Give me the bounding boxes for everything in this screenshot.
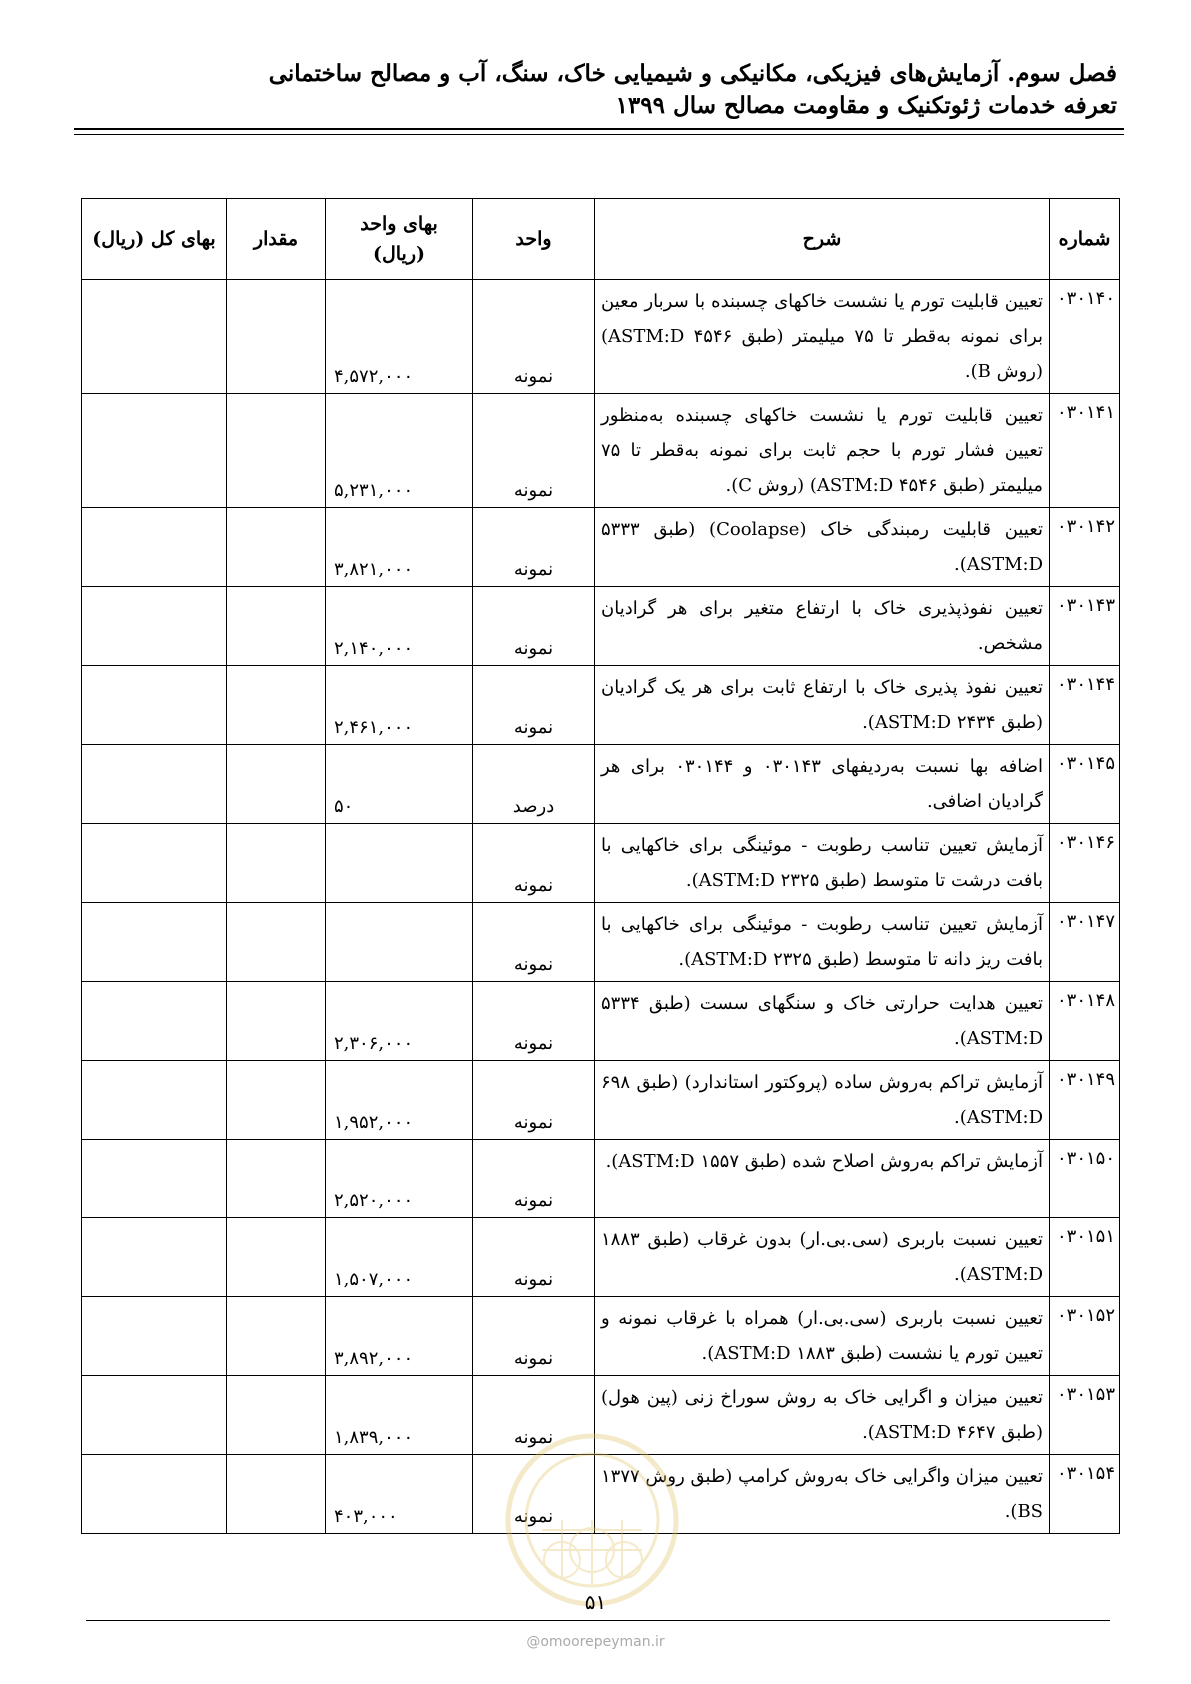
row-description: تعیین قابلیت تورم یا نشست خاکهای چسبنده به‌منظور تعیین فشار تورم با حجم ثابت برای نمونه به‌قطر تا ۷۵ میلیمتر (طبق ASTM:D ۴۵۴۶) (روش C). xyxy=(595,394,1050,508)
page-number: ۵۱ xyxy=(584,1590,607,1614)
header-unit: واحد xyxy=(473,199,595,280)
header-rule-thin xyxy=(74,134,1124,135)
row-unit: نمونه xyxy=(473,508,595,587)
row-total xyxy=(82,1218,227,1297)
row-total xyxy=(82,508,227,587)
row-number: ۰۳۰۱۵۲ xyxy=(1050,1297,1120,1376)
row-unit-price: ۲,۵۲۰,۰۰۰ xyxy=(326,1140,473,1218)
row-unit-price: ۱,۸۳۹,۰۰۰ xyxy=(326,1376,473,1455)
row-quantity xyxy=(227,280,326,394)
row-total xyxy=(82,1061,227,1140)
table-row xyxy=(82,280,1120,394)
row-description: تعیین نسبت باربری (سی.بی.ار) بدون غرقاب (طبق ۱۸۸۳ ASTM:D). xyxy=(595,1218,1050,1297)
row-number: ۰۳۰۱۴۸ xyxy=(1050,982,1120,1061)
row-description: تعیین قابلیت تورم یا نشست خاکهای چسبنده با سربار معین برای نمونه به‌قطر تا ۷۵ میلیمتر (طبق ASTM:D ۴۵۴۶) (روش B). xyxy=(595,280,1050,394)
header-number: شماره xyxy=(1050,199,1120,280)
row-unit-price xyxy=(326,903,473,982)
row-total xyxy=(82,1140,227,1218)
row-unit: نمونه xyxy=(473,982,595,1061)
row-description: تعیین میزان و اگرایی خاک به روش سوراخ زنی (پین هول) (طبق ASTM:D ۴۶۴۷). xyxy=(595,1376,1050,1455)
row-total xyxy=(82,394,227,508)
row-total xyxy=(82,903,227,982)
row-quantity xyxy=(227,666,326,745)
row-description: تعیین میزان واگرایی خاک به‌روش کرامپ (طبق روش ۱۳۷۷ BS). xyxy=(595,1455,1050,1534)
row-unit-price: ۱,۵۰۷,۰۰۰ xyxy=(326,1218,473,1297)
row-unit-price: ۲,۳۰۶,۰۰۰ xyxy=(326,982,473,1061)
table-row xyxy=(82,508,1120,587)
row-total xyxy=(82,1297,227,1376)
table-row xyxy=(82,394,1120,508)
row-quantity xyxy=(227,1218,326,1297)
row-description: آزمایش تراکم به‌روش ساده (پروکتور استاندارد) (طبق ۶۹۸ ASTM:D). xyxy=(595,1061,1050,1140)
row-number: ۰۳۰۱۵۳ xyxy=(1050,1376,1120,1455)
row-total xyxy=(82,587,227,666)
row-total xyxy=(82,1376,227,1455)
table-row xyxy=(82,1218,1120,1297)
table-row xyxy=(82,903,1120,982)
header-description: شرح xyxy=(595,199,1050,280)
row-unit-price: ۳,۸۲۱,۰۰۰ xyxy=(326,508,473,587)
row-quantity xyxy=(227,1061,326,1140)
row-description: آزمایش تراکم به‌روش اصلاح شده (طبق ۱۵۵۷ ASTM:D). xyxy=(595,1140,1050,1218)
table-row xyxy=(82,745,1120,824)
table-row xyxy=(82,824,1120,903)
footer-rule xyxy=(86,1620,1110,1621)
price-table xyxy=(81,198,1120,1534)
table-row xyxy=(82,982,1120,1061)
row-unit: نمونه xyxy=(473,666,595,745)
row-description: تعیین نسبت باربری (سی.بی.ار) همراه با غرقاب نمونه و تعیین تورم یا نشست (طبق ASTM:D ۱۸۸۳). xyxy=(595,1297,1050,1376)
header-unit-price-line2: (ریال) xyxy=(372,243,426,265)
row-description: تعیین هدایت حرارتی خاک و سنگهای سست (طبق ۵۳۳۴ ASTM:D). xyxy=(595,982,1050,1061)
row-description: تعیین نفوذ پذیری خاک با ارتفاع ثابت برای هر یک گرادیان (طبق ASTM:D ۲۴۳۴). xyxy=(595,666,1050,745)
row-total xyxy=(82,666,227,745)
row-description: تعیین نفوذپذیری خاک با ارتفاع متغیر برای هر گرادیان مشخص. xyxy=(595,587,1050,666)
row-total xyxy=(82,745,227,824)
header-total: بهای کل (ریال) xyxy=(82,199,227,280)
row-total xyxy=(82,1455,227,1534)
table-row xyxy=(82,1140,1120,1218)
row-quantity xyxy=(227,1297,326,1376)
row-number: ۰۳۰۱۴۵ xyxy=(1050,745,1120,824)
row-quantity xyxy=(227,508,326,587)
row-unit: نمونه xyxy=(473,824,595,903)
row-quantity xyxy=(227,824,326,903)
row-quantity xyxy=(227,1376,326,1455)
table-row xyxy=(82,666,1120,745)
header-quantity: مقدار xyxy=(227,199,326,280)
row-unit: نمونه xyxy=(473,1376,595,1455)
row-number: ۰۳۰۱۴۰ xyxy=(1050,280,1120,394)
row-quantity xyxy=(227,587,326,666)
row-number: ۰۳۰۱۴۹ xyxy=(1050,1061,1120,1140)
row-unit: نمونه xyxy=(473,394,595,508)
website-watermark: @omoorepeyman.ir xyxy=(526,1634,665,1650)
row-number: ۰۳۰۱۴۴ xyxy=(1050,666,1120,745)
chapter-title: فصل سوم. آزمایش‌های فیزیکی، مکانیکی و شیمیایی خاک، سنگ، آب و مصالح ساختمانی xyxy=(268,60,1117,87)
row-number: ۰۳۰۱۴۳ xyxy=(1050,587,1120,666)
row-unit-price: ۲,۴۶۱,۰۰۰ xyxy=(326,666,473,745)
row-unit: نمونه xyxy=(473,903,595,982)
row-unit: نمونه xyxy=(473,1061,595,1140)
header-unit-price xyxy=(326,199,473,280)
row-number: ۰۳۰۱۴۷ xyxy=(1050,903,1120,982)
row-number: ۰۳۰۱۵۰ xyxy=(1050,1140,1120,1218)
table-row xyxy=(82,1297,1120,1376)
row-unit: نمونه xyxy=(473,587,595,666)
row-unit-price: ۵۰ xyxy=(326,745,473,824)
row-unit-price: ۲,۱۴۰,۰۰۰ xyxy=(326,587,473,666)
row-unit-price: ۱,۹۵۲,۰۰۰ xyxy=(326,1061,473,1140)
row-unit-price xyxy=(326,824,473,903)
table-row xyxy=(82,1061,1120,1140)
row-quantity xyxy=(227,394,326,508)
header-rule-thick xyxy=(74,128,1124,130)
row-description: آزمایش تعیین تناسب رطوبت - موئینگی برای خاکهایی با بافت درشت تا متوسط (طبق ASTM:D ۲۳۲۵). xyxy=(595,824,1050,903)
row-unit: نمونه xyxy=(473,1218,595,1297)
tariff-title: تعرفه خدمات ژئوتکنیک و مقاومت مصالح سال ۱۳۹۹ xyxy=(615,92,1117,119)
row-total xyxy=(82,982,227,1061)
row-unit: نمونه xyxy=(473,1455,595,1534)
row-number: ۰۳۰۱۵۱ xyxy=(1050,1218,1120,1297)
row-quantity xyxy=(227,745,326,824)
row-number: ۰۳۰۱۴۲ xyxy=(1050,508,1120,587)
row-number: ۰۳۰۱۴۶ xyxy=(1050,824,1120,903)
table-row xyxy=(82,587,1120,666)
seal-watermark xyxy=(502,1430,682,1610)
header-unit-price-line1: بهای واحد xyxy=(360,213,438,235)
row-unit: نمونه xyxy=(473,280,595,394)
row-quantity xyxy=(227,1455,326,1534)
row-unit-price: ۵,۲۳۱,۰۰۰ xyxy=(326,394,473,508)
row-description: اضافه بها نسبت به‌ردیفهای ۰۳۰۱۴۳ و ۰۳۰۱۴۴ برای هر گرادیان اضافی. xyxy=(595,745,1050,824)
row-quantity xyxy=(227,982,326,1061)
table-header-row xyxy=(82,199,1120,280)
row-number: ۰۳۰۱۴۱ xyxy=(1050,394,1120,508)
row-unit-price: ۴۰۳,۰۰۰ xyxy=(326,1455,473,1534)
page-header xyxy=(57,58,1117,122)
row-description: تعیین قابلیت رمبندگی خاک (Coolapse) (طبق ۵۳۳۳ ASTM:D). xyxy=(595,508,1050,587)
row-total xyxy=(82,280,227,394)
row-total xyxy=(82,824,227,903)
row-unit: نمونه xyxy=(473,1297,595,1376)
row-unit-price: ۴,۵۷۲,۰۰۰ xyxy=(326,280,473,394)
row-quantity xyxy=(227,1140,326,1218)
row-unit: نمونه xyxy=(473,1140,595,1218)
row-description: آزمایش تعیین تناسب رطوبت - موئینگی برای خاکهایی با بافت ریز دانه تا متوسط (طبق ASTM:D ۲۳۲۵). xyxy=(595,903,1050,982)
row-unit: درصد xyxy=(473,745,595,824)
row-number: ۰۳۰۱۵۴ xyxy=(1050,1455,1120,1534)
row-quantity xyxy=(227,903,326,982)
row-unit-price: ۳,۸۹۲,۰۰۰ xyxy=(326,1297,473,1376)
